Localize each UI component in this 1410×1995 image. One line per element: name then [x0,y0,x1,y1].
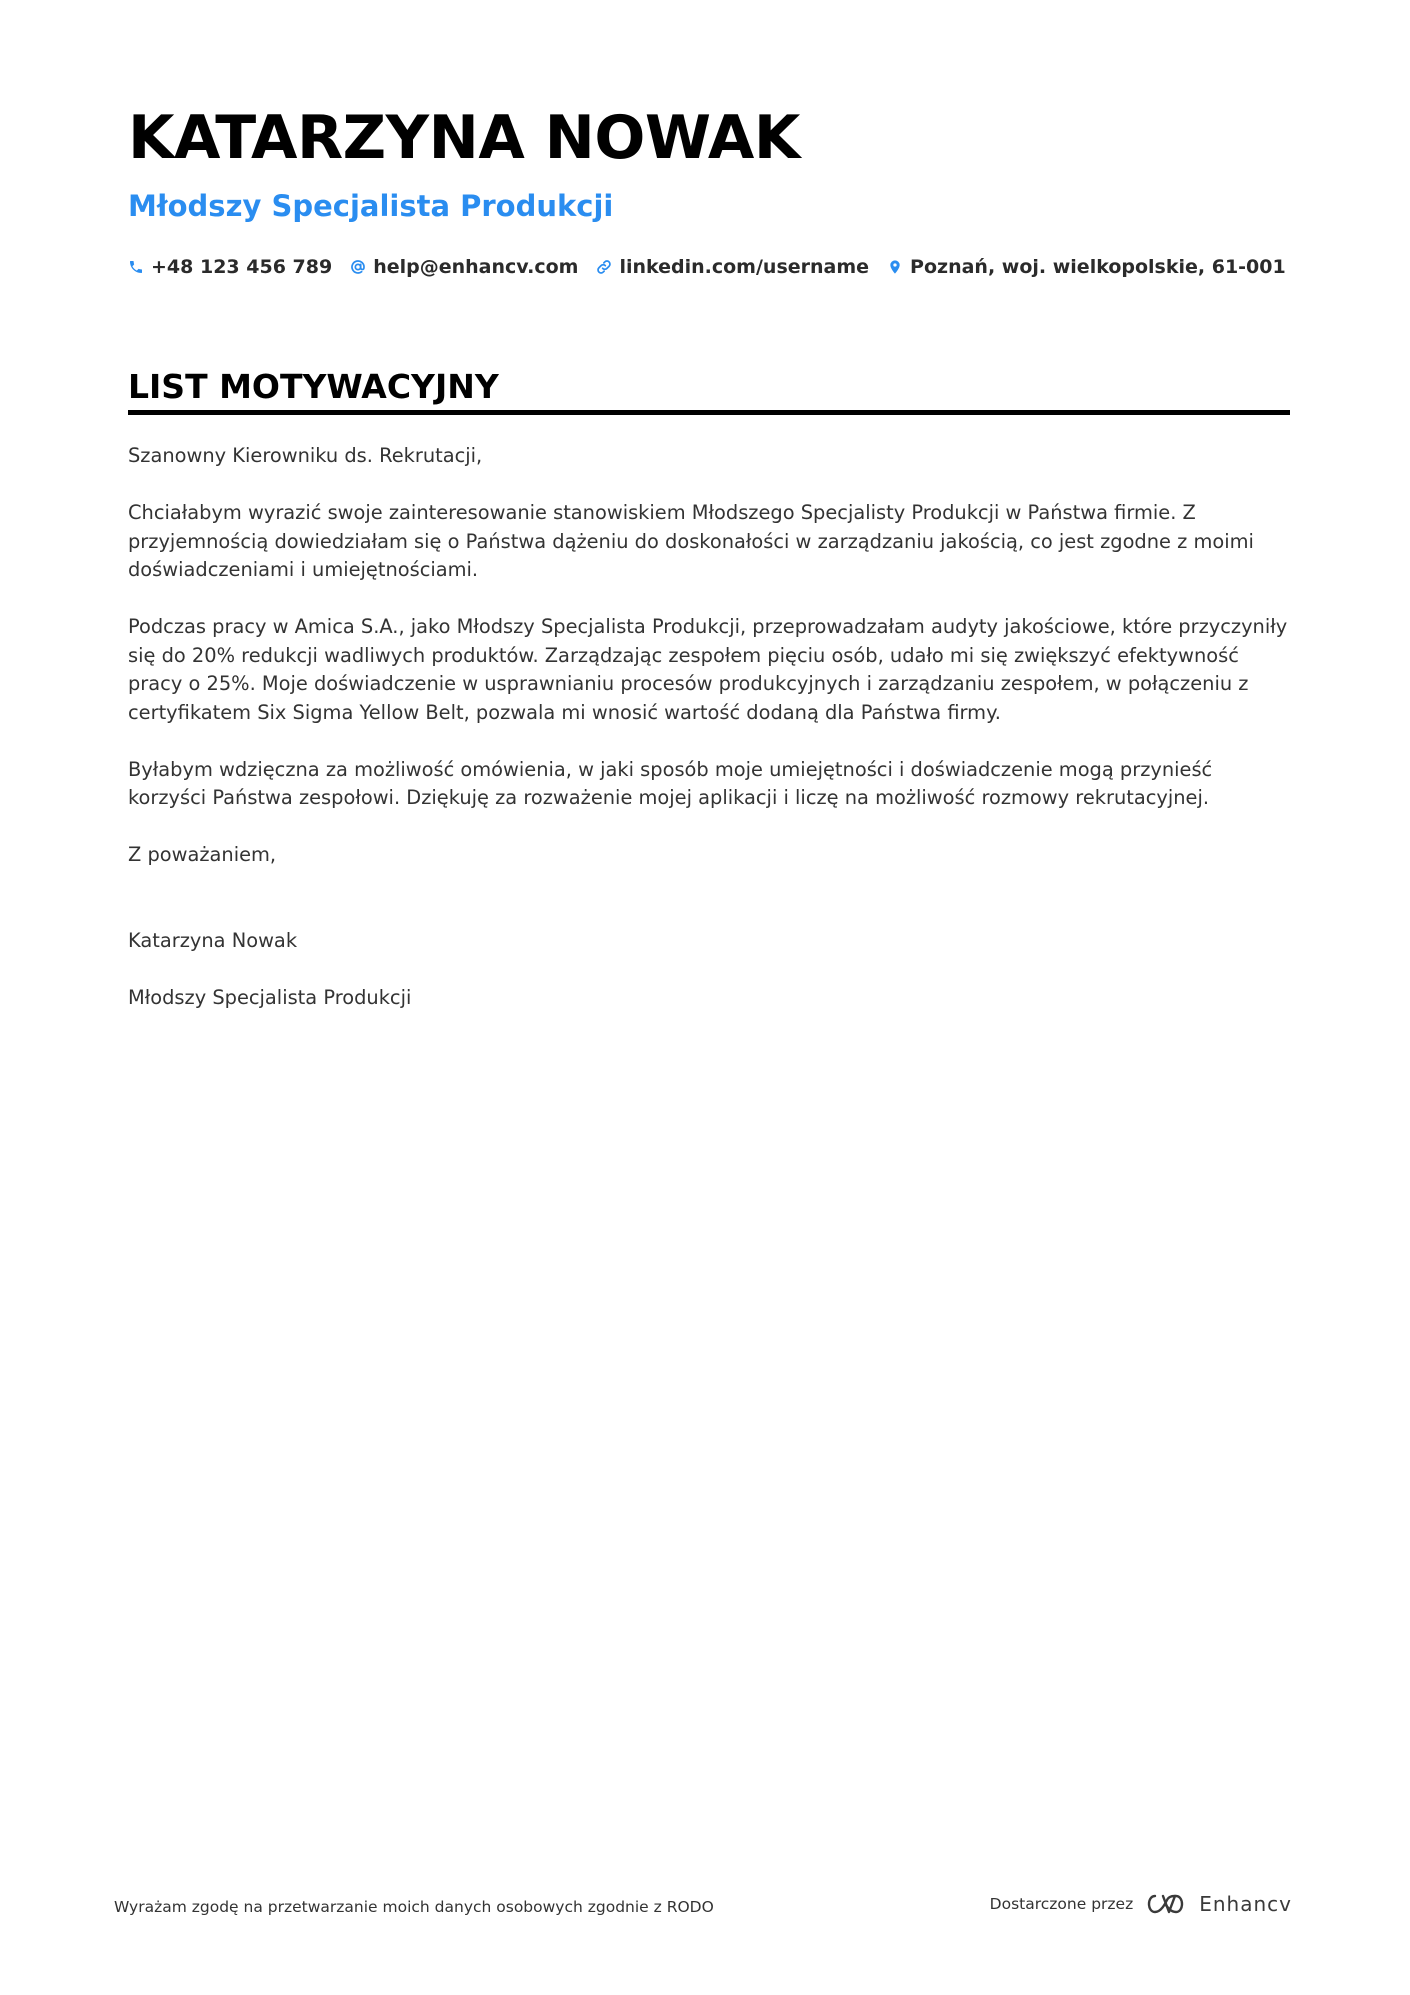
letter-paragraph-3: Byłabym wdzięczna za możliwość omówienia, w jaki sposób moje umiejętności i doświadczenie mogą przynieść korzyści Państwa zespołowi. Dziękuję za rozważenie mojej aplikacji i liczę na możliwość rozmowy rekrutacyjnej. [128,757,1213,809]
signature-title: Młodszy Specjalista Produkcji [128,985,412,1009]
letter-closing: Z poważaniem, [128,843,277,866]
candidate-name: KATARZYNA NOWAK [128,103,800,173]
contact-linkedin [596,256,869,278]
email-address: help@enhancv.com [373,256,579,278]
letter-paragraph-1: Chciałabym wyrazić swoje zainteresowanie stanowiskiem Młodszego Specjalisty Produkcji w Państwa firmie. Z przyjemnością dowiedziałam się o Państwa dążeniu do doskonałości w zarządzaniu jakością, co jest zgodne z moimi doświadczeniami i umiejętnościami. [128,501,1254,581]
letter-salutation: Szanowny Kierowniku ds. Rekrutacji, [128,444,483,467]
footer-branding [990,1892,1292,1916]
at-icon [350,259,366,275]
contact-email [350,256,578,278]
letter-body [128,442,1290,1041]
phone-number: +48 123 456 789 [151,256,333,278]
enhancv-logo-icon [1143,1892,1189,1916]
location-text: Poznań, woj. wielkopolskie, 61-001 [910,256,1286,278]
provided-by-text: Dostarczone przez [989,1895,1134,1913]
link-icon [596,259,612,275]
contact-location [887,256,1286,278]
signature-name: Katarzyna Nowak [128,928,298,952]
phone-icon [128,259,144,275]
letter-paragraph-2: Podczas pracy w Amica S.A., jako Młodszy Specjalista Produkcji, przeprowadzałam audyty jakościowe, które przyczyniły się do 20% redukcji wadliwych produktów. Zarządzając zespołem pięciu osób, udało mi się zwiększyć efektywność pracy o 25%. Moje doświadczenie w usprawnianiu procesów produkcyjnych i zarządzaniu zespołem, w połączeniu z certyfikatem Six Sigma Yellow Belt, pozwala mi wnosić wartość dodaną dla Państwa firmy. [128,615,1288,724]
contact-bar [128,256,1286,278]
section-heading: LIST MOTYWACYJNY [128,367,499,406]
map-pin-icon [887,258,903,276]
section-divider [128,410,1290,415]
candidate-job-title: Młodszy Specjalista Produkcji [128,189,614,223]
brand-name: Enhancv [1199,1892,1292,1916]
linkedin-url: linkedin.com/username [619,256,870,278]
contact-phone [128,256,332,278]
gdpr-consent: Wyrażam zgodę na przetwarzanie moich danych osobowych zgodnie z RODO [114,1898,714,1916]
